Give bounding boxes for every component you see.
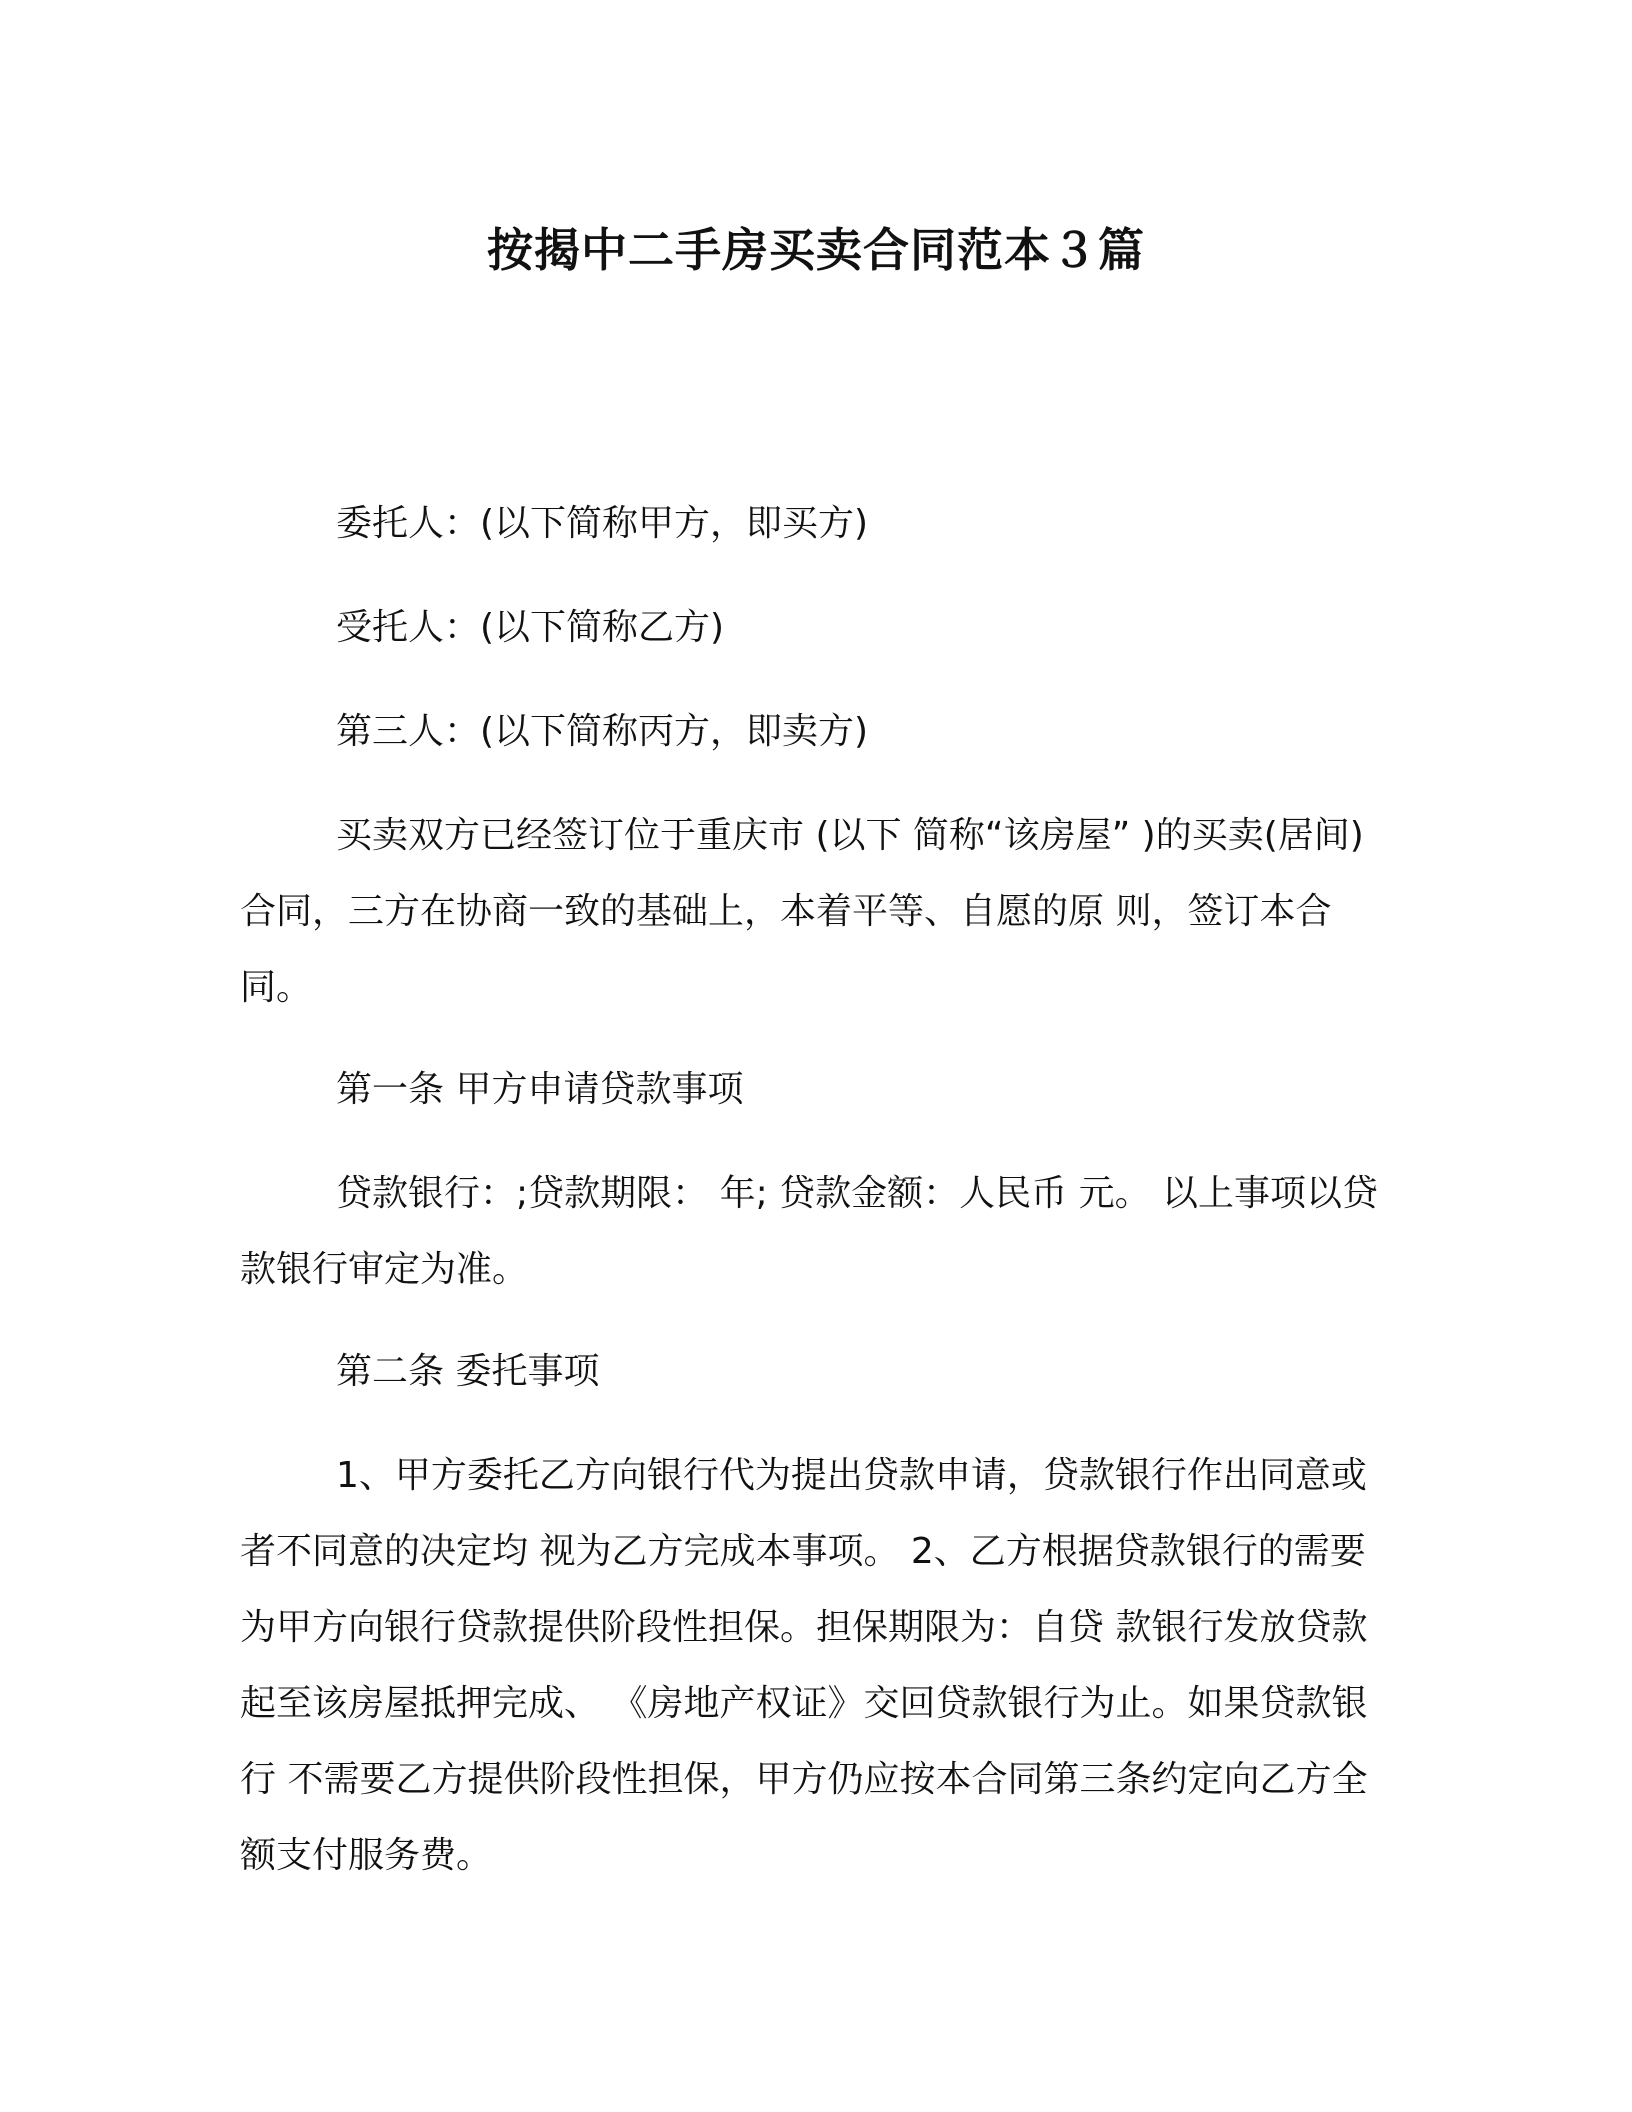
paragraph-article-2-clauses: 1、甲方委托乙方向银行代为提出贷款申请，贷款银行作出同意或者不同意的决定均 视为乙方完成本事项。 2、乙方根据贷款银行的需要为甲方向银行贷款提供阶段性担保。担保期限为：自贷 款银行发放贷款起至该房屋抵押完成、 《房地产权证》交回贷款银行为止。如果贷款银行 不需要乙方提供阶段性担保，甲方仍应按本合同第三条约定向乙方全额支付服务费。 (240, 1455, 1368, 1876)
article-2-heading: 第二条 委托事项 (336, 1351, 600, 1392)
document-title: 按揭中二手房买卖合同范本３篇 (487, 223, 1145, 277)
article-1-heading: 第一条 甲方申请贷款事项 (336, 1069, 744, 1110)
paragraph-introduction: 买卖双方已经签订位于重庆市 (以下 简称“该房屋” )的买卖(居间)合同，三方在协商一致的基础上，本着平等、自愿的原 则，签订本合同。 (240, 815, 1364, 1008)
paragraph-entrusting-party: 委托人：(以下简称甲方，即买方) (336, 503, 869, 544)
paragraph-third-party: 第三人：(以下简称丙方，即卖方) (336, 711, 869, 752)
paragraph-trustee-party: 受托人：(以下简称乙方) (336, 607, 725, 648)
paragraph-loan-terms: 贷款银行：;贷款期限： 年; 贷款金额：人民币 元。 以上事项以贷款银行审定为准。 (240, 1173, 1379, 1290)
